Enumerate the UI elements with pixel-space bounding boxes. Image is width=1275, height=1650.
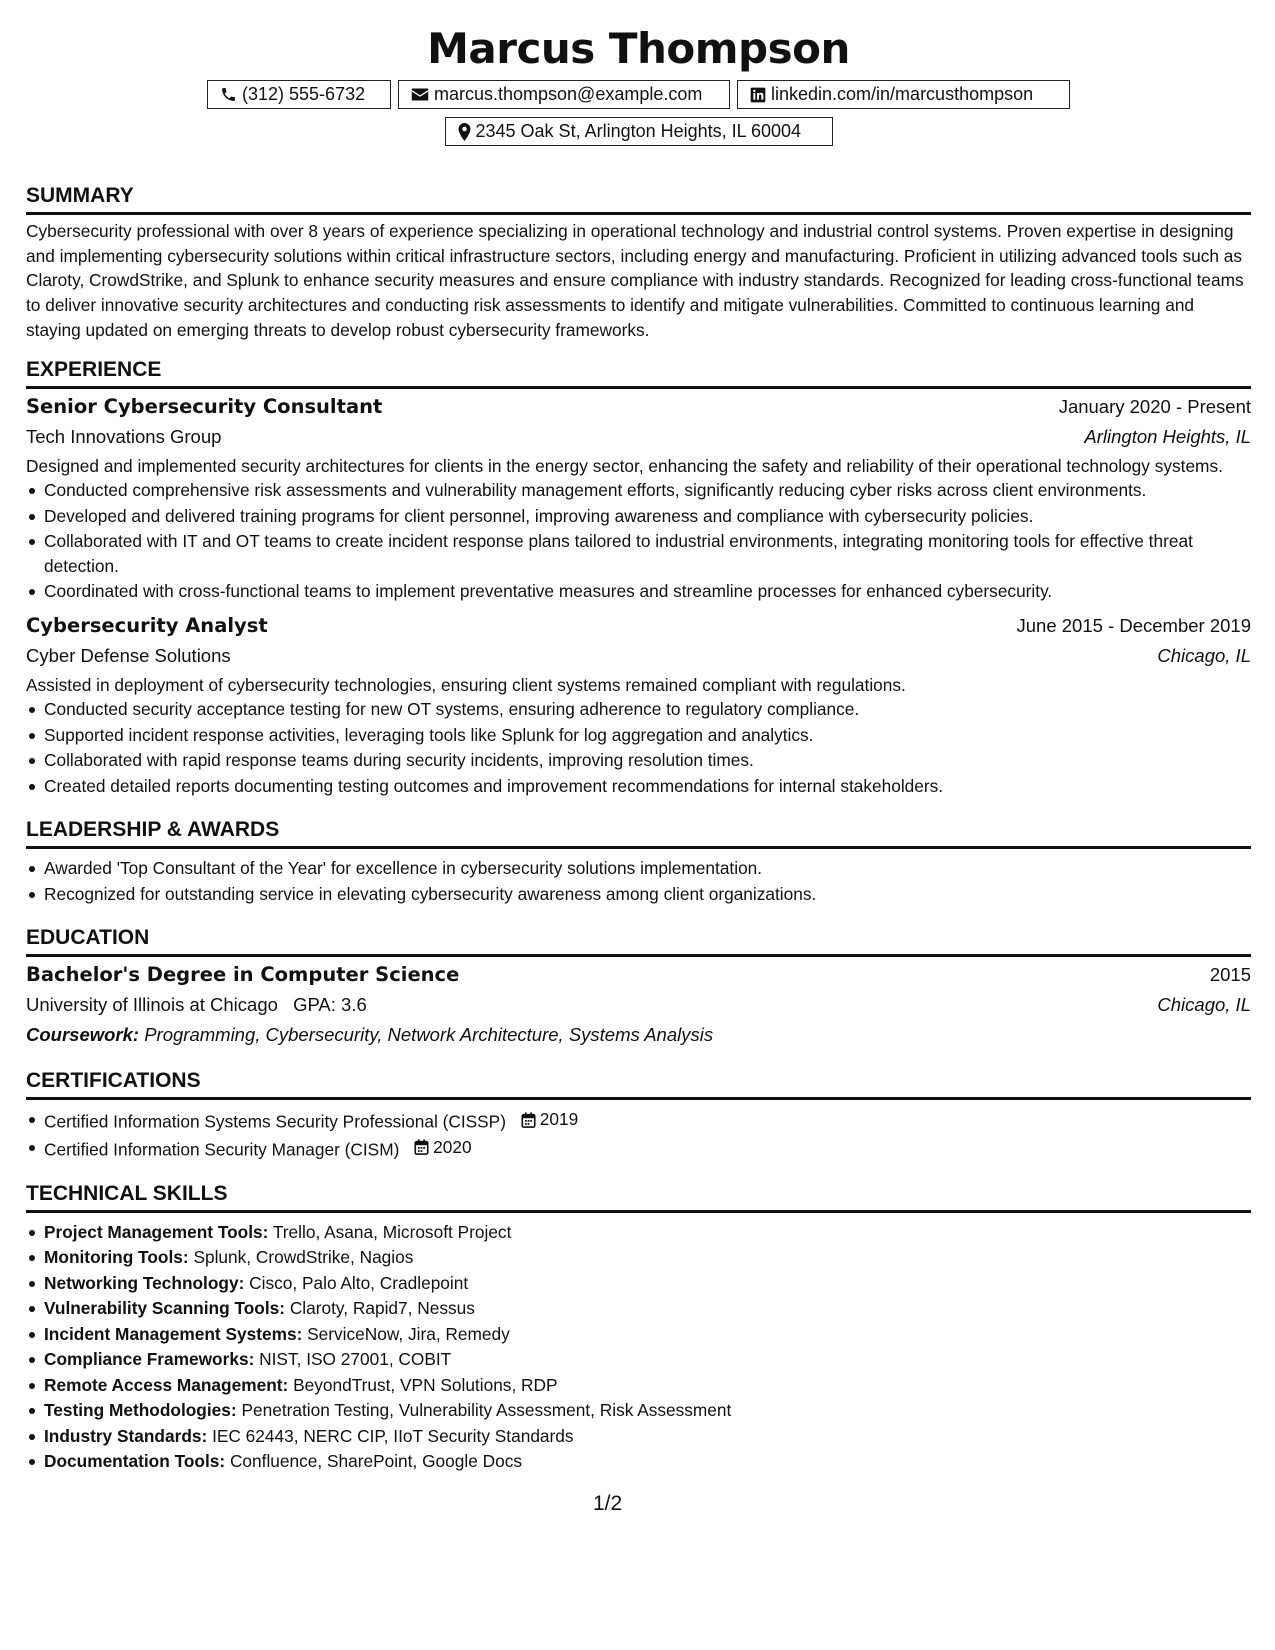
job-entry xyxy=(26,392,1251,604)
leadership-section xyxy=(26,816,1251,906)
list-item: Awarded 'Top Consultant of the Year' for excellence in cybersecurity solutions implementation. xyxy=(44,856,1251,881)
job-bullets xyxy=(26,478,1251,604)
section-title-skills: TECHNICAL SKILLS xyxy=(26,1180,1251,1213)
skill-label: Industry Standards: xyxy=(44,1425,208,1446)
skill-label: Testing Methodologies: xyxy=(44,1400,237,1421)
skill-value: Trello, Asana, Microsoft Project xyxy=(272,1221,512,1242)
page-number: 1/2 xyxy=(593,1492,623,1515)
certification-year: 2019 xyxy=(539,1109,579,1130)
coursework-label: Coursework: xyxy=(26,1024,140,1046)
address-text: 2345 Oak St, Arlington Heights, IL 60004 xyxy=(475,121,802,141)
section-title-certifications: CERTIFICATIONS xyxy=(26,1067,1251,1100)
skill-value: BeyondTrust, VPN Solutions, RDP xyxy=(293,1374,558,1395)
linkedin-text: linkedin.com/in/marcusthompson xyxy=(771,84,1034,104)
list-item: Conducted comprehensive risk assessments and vulnerability management efforts, significantly reducing cyber risks across client environments. xyxy=(44,478,1251,503)
phone-text: (312) 555-6732 xyxy=(242,84,366,104)
job-company: Cyber Defense Solutions xyxy=(26,644,231,666)
list-item: Collaborated with rapid response teams during security incidents, improving resolution times. xyxy=(44,748,1251,773)
list-item: Created detailed reports documenting testing outcomes and improvement recommendations for internal stakeholders. xyxy=(44,774,1251,799)
job-entry xyxy=(26,611,1251,799)
certification-year: 2020 xyxy=(433,1137,472,1158)
skill-value: ServiceNow, Jira, Remedy xyxy=(307,1323,510,1344)
list-item xyxy=(44,1245,1251,1270)
phone-chip[interactable] xyxy=(207,80,391,109)
address-row xyxy=(26,117,1251,146)
list-item: Recognized for outstanding service in elevating cybersecurity awareness among client organizations. xyxy=(44,882,1251,907)
phone-icon xyxy=(220,86,237,103)
skill-label: Monitoring Tools: xyxy=(44,1247,189,1268)
skill-value: IEC 62443, NERC CIP, IIoT Security Standards xyxy=(212,1425,574,1446)
email-chip[interactable] xyxy=(398,80,730,109)
coursework-list: Programming, Cybersecurity, Network Architecture, Systems Analysis xyxy=(144,1024,714,1046)
skills-section xyxy=(26,1180,1251,1474)
certification-name: Certified Information Systems Security Professional (CISSP) xyxy=(44,1111,506,1132)
section-title-leadership: LEADERSHIP & AWARDS xyxy=(26,816,1251,849)
list-item xyxy=(44,1322,1251,1347)
skill-value: Cisco, Palo Alto, Cradlepoint xyxy=(249,1272,469,1293)
skills-list xyxy=(26,1220,1251,1474)
gpa: GPA: 3.6 xyxy=(293,994,367,1016)
summary-text: Cybersecurity professional with over 8 years of experience specializing in operational technology and industrial control systems. Proven expertise in designing and implementing cybersecurity solutions within critical infrastructure sectors, including energy and manufacturing. Proficient in utilizing advanced tools such as Claroty, CrowdStrike, and Splunk to enhance security measures and ensure compliance with industry standards. Recognized for leading cross-functional teams to deliver innovative security architectures and conducting risk assessments to identify and mitigate vulnerabilities. Committed to continuous learning and staying updated on emerging threats to develop robust cybersecurity frameworks. xyxy=(26,221,1244,340)
job-bullets xyxy=(26,697,1251,798)
job-dates: January 2020 - Present xyxy=(1058,395,1251,417)
job-location: Chicago, IL xyxy=(1157,644,1251,666)
section-title-education: EDUCATION xyxy=(26,924,1251,957)
skill-label: Networking Technology: xyxy=(44,1272,245,1293)
skill-label: Vulnerability Scanning Tools: xyxy=(44,1298,285,1319)
list-item xyxy=(44,1107,1251,1134)
leadership-list xyxy=(26,856,1251,906)
resume-page xyxy=(26,18,1251,1475)
degree: Bachelor's Degree in Computer Science xyxy=(26,963,460,987)
job-title: Cybersecurity Analyst xyxy=(26,613,268,637)
skill-label: Compliance Frameworks: xyxy=(44,1349,255,1370)
skill-value: Confluence, SharePoint, Google Docs xyxy=(229,1451,522,1472)
list-item xyxy=(44,1449,1251,1474)
list-item xyxy=(44,1271,1251,1296)
school-location: Chicago, IL xyxy=(1157,994,1251,1016)
list-item: Coordinated with cross-functional teams to implement preventative measures and streamline processes for enhanced cybersecurity. xyxy=(44,579,1251,604)
job-dates: June 2015 - December 2019 xyxy=(1016,614,1251,636)
certification-name: Certified Information Security Manager (CISM) xyxy=(44,1139,400,1160)
list-item xyxy=(44,1347,1251,1372)
education-section xyxy=(26,924,1251,1050)
job-description: Designed and implemented security architectures for clients in the energy sector, enhancing the safety and reliability of their operational technology systems. xyxy=(26,455,1223,476)
calendar-icon xyxy=(521,1112,536,1128)
list-item xyxy=(44,1220,1251,1245)
skill-value: Claroty, Rapid7, Nessus xyxy=(289,1298,475,1319)
section-title-experience: EXPERIENCE xyxy=(26,356,1251,389)
coursework xyxy=(26,1020,1251,1050)
skill-label: Project Management Tools: xyxy=(44,1221,269,1242)
graduation-year: 2015 xyxy=(1209,964,1251,986)
contact-row xyxy=(26,80,1251,109)
candidate-name: Marcus Thompson xyxy=(427,24,850,73)
list-item xyxy=(44,1424,1251,1449)
linkedin-icon xyxy=(750,87,766,103)
skill-label: Incident Management Systems: xyxy=(44,1323,303,1344)
job-location: Arlington Heights, IL xyxy=(1084,425,1251,447)
list-item xyxy=(44,1398,1251,1423)
list-item xyxy=(44,1373,1251,1398)
address-chip xyxy=(445,117,833,146)
school: University of Illinois at Chicago xyxy=(26,994,278,1016)
list-item: Collaborated with IT and OT teams to create incident response plans tailored to industrial environments, integrating monitoring tools for effective threat detection. xyxy=(44,529,1251,578)
experience-section xyxy=(26,356,1251,799)
envelope-icon xyxy=(411,87,429,102)
skill-label: Remote Access Management: xyxy=(44,1374,289,1395)
job-description: Assisted in deployment of cybersecurity technologies, ensuring client systems remained compliant with regulations. xyxy=(26,674,906,695)
list-item: Conducted security acceptance testing for new OT systems, ensuring adherence to regulatory compliance. xyxy=(44,697,1251,722)
calendar-icon xyxy=(414,1139,429,1155)
list-item xyxy=(44,1296,1251,1321)
list-item: Developed and delivered training programs for client personnel, improving awareness and compliance with cybersecurity policies. xyxy=(44,504,1251,529)
map-marker-icon xyxy=(458,123,471,141)
skill-label: Documentation Tools: xyxy=(44,1451,226,1472)
list-item: Supported incident response activities, leveraging tools like Splunk for log aggregation and analytics. xyxy=(44,723,1251,748)
section-title-summary: SUMMARY xyxy=(26,182,1251,215)
job-title: Senior Cybersecurity Consultant xyxy=(26,394,383,418)
skill-value: Splunk, CrowdStrike, Nagios xyxy=(193,1247,414,1268)
email-text: marcus.thompson@example.com xyxy=(434,84,703,104)
skill-value: Penetration Testing, Vulnerability Assessment, Risk Assessment xyxy=(241,1400,732,1421)
summary-section xyxy=(26,182,1251,343)
certifications-section xyxy=(26,1067,1251,1162)
linkedin-chip[interactable] xyxy=(737,80,1070,109)
skill-value: NIST, ISO 27001, COBIT xyxy=(259,1349,452,1370)
list-item xyxy=(44,1135,1251,1162)
job-company: Tech Innovations Group xyxy=(26,425,222,447)
certifications-list xyxy=(26,1107,1251,1162)
